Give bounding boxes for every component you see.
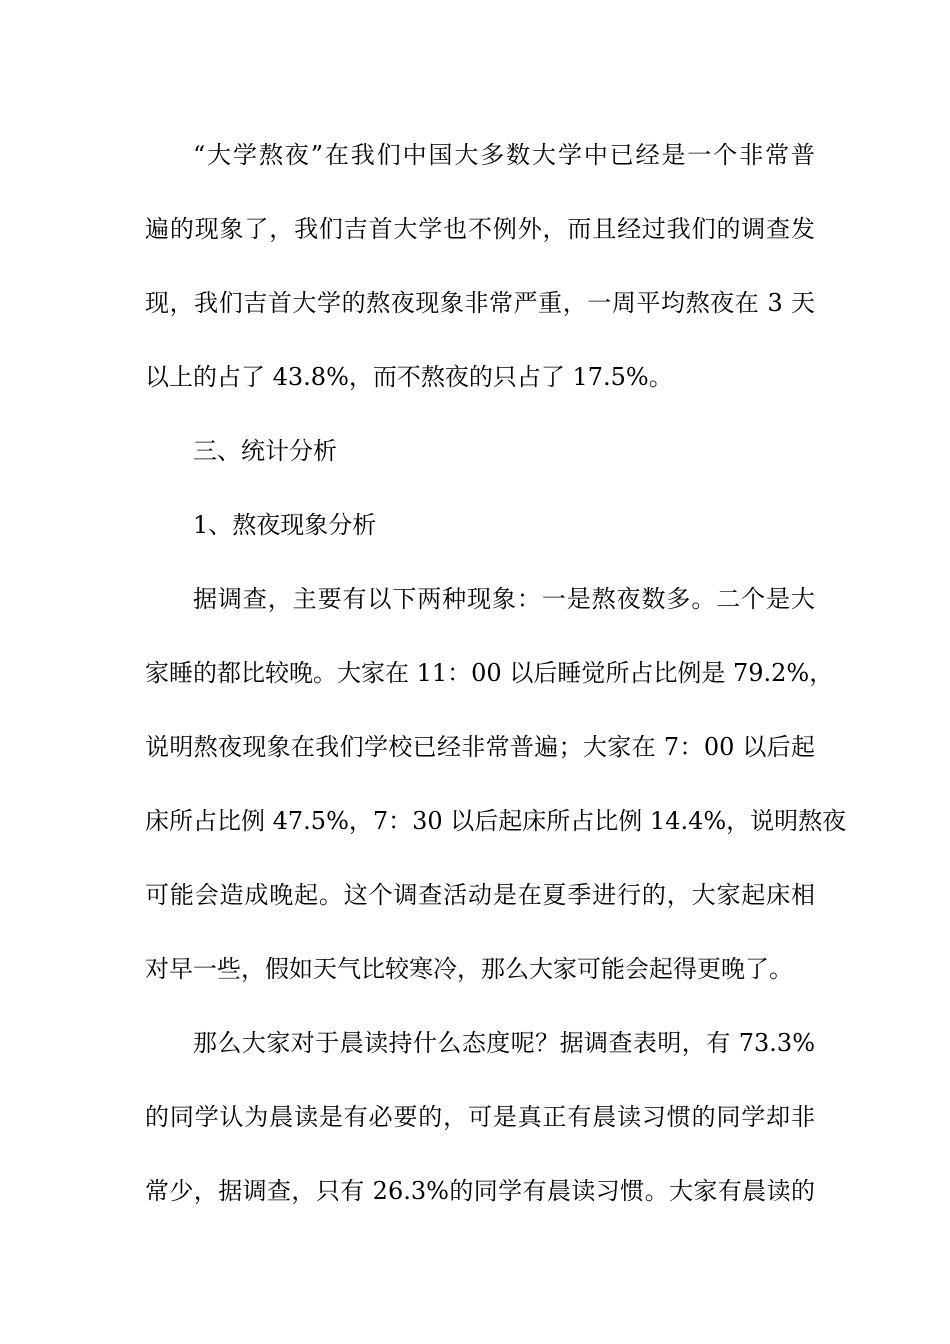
paragraph-3-line-3: 常少，据调查，只有 26.3%的同学有晨读习惯。大家有晨读的 (145, 1177, 815, 1205)
paragraph-2-line-3: 说明熬夜现象在我们学校已经非常普遍；大家在 7：00 以后起 (145, 733, 815, 761)
paragraph-1-line-2: 遍的现象了，我们吉首大学也不例外，而且经过我们的调查发 (145, 215, 815, 243)
paragraph-2-line-6: 对早一些，假如天气比较寒冷，那么大家可能会起得更晚了。 (145, 955, 793, 983)
paragraph-2-line-5: 可能会造成晚起。这个调查活动是在夏季进行的，大家起床相 (145, 881, 815, 909)
paragraph-2-line-4: 床所占比例 47.5%，7：30 以后起床所占比例 14.4%，说明熬夜 (145, 807, 847, 835)
section-heading: 三、统计分析 (193, 437, 337, 465)
paragraph-3-line-2: 的同学认为晨读是有必要的，可是真正有晨读习惯的同学却非 (145, 1103, 815, 1131)
subsection-heading: 1、熬夜现象分析 (193, 511, 377, 539)
paragraph-1-line-1: “大学熬夜”在我们中国大多数大学中已经是一个非常普 (193, 141, 815, 169)
paragraph-1-line-4: 以上的占了 43.8%，而不熬夜的只占了 17.5%。 (145, 363, 673, 391)
paragraph-3-line-1: 那么大家对于晨读持什么态度呢？据调查表明，有 73.3% (193, 1029, 815, 1057)
paragraph-2-line-2: 家睡的都比较晚。大家在 11：00 以后睡觉所占比例是 79.2%， (145, 659, 834, 687)
paragraph-2-line-1: 据调查，主要有以下两种现象：一是熬夜数多。二个是大 (193, 585, 815, 613)
paragraph-1-line-3: 现，我们吉首大学的熬夜现象非常严重，一周平均熬夜在 3 天 (145, 289, 815, 317)
